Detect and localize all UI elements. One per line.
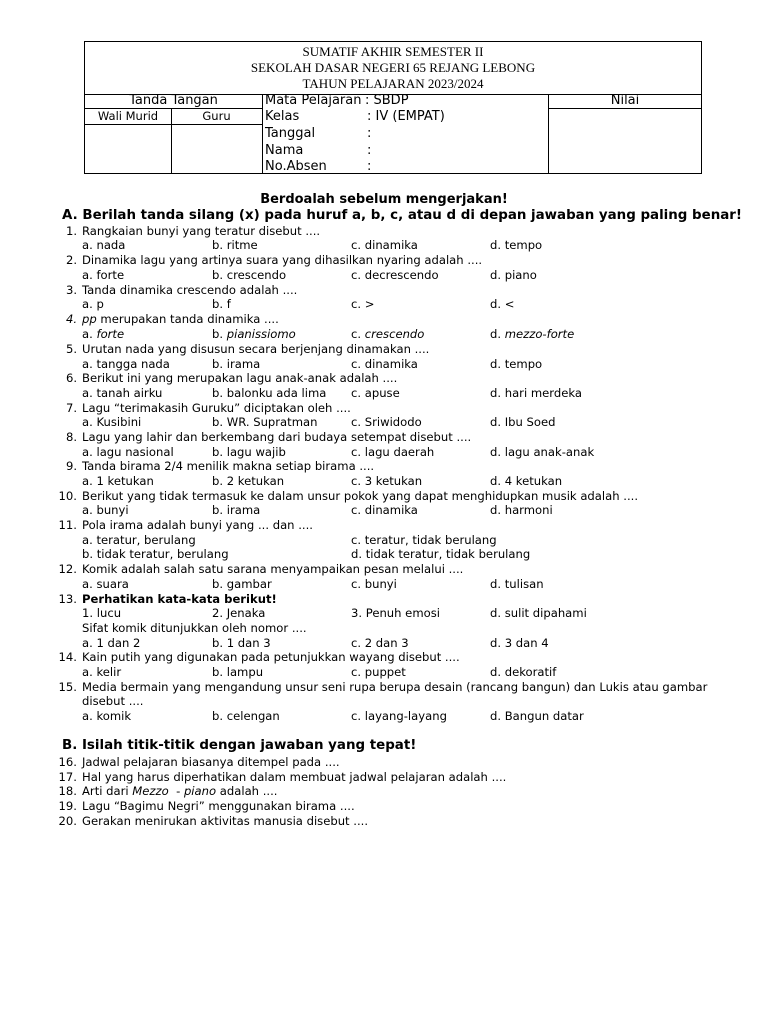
question-text: Berikut yang tidak termasuk ke dalam unsur pokok yang dapat menghidupkan musik adalah ....: [82, 489, 639, 503]
question-text: Pola irama adalah bunyi yang ... dan ....: [82, 518, 313, 532]
option-c[interactable]: c. teratur, tidak berulang: [351, 533, 497, 547]
option-a[interactable]: a. tangga nada: [82, 357, 170, 371]
question-number: 6.: [65, 371, 77, 385]
question-number: 5.: [65, 342, 77, 356]
question-row: [0, 592, 768, 607]
question-text-rest: merupakan tanda dinamika ....: [96, 312, 279, 326]
question-text: disebut ....: [82, 694, 144, 708]
question-row: [0, 694, 768, 709]
question-text: Urutan nada yang disusun secara berjenjang dinamakan ....: [82, 342, 430, 356]
essay-row: [0, 814, 768, 829]
option-d[interactable]: d. <: [490, 297, 515, 311]
option-c[interactable]: c. >: [351, 297, 375, 311]
field-label: Nama: [265, 143, 304, 158]
school-name: SEKOLAH DASAR NEGERI 65 REJANG LEBONG: [250, 60, 536, 75]
option-row: [0, 577, 768, 592]
section-b-heading: B. Isilah titik-titik dengan jawaban yang tepat!: [62, 738, 417, 753]
option-b[interactable]: b. irama: [212, 357, 261, 371]
grade-label: Nilai: [610, 93, 640, 108]
dynamic-symbol: pp: [82, 312, 97, 326]
field-label: No.Absen: [265, 159, 327, 174]
option-a[interactable]: a. Kusibini: [82, 415, 142, 429]
essay-row: [0, 755, 768, 770]
option-letter: d.: [490, 327, 505, 341]
option-row: [0, 533, 768, 548]
option-letter: a.: [82, 327, 97, 341]
question-row: [0, 253, 768, 268]
field-value: : IV (EMPAT): [367, 109, 445, 124]
question-number: 20.: [58, 814, 77, 828]
signature-label: Tanda Tangan: [129, 93, 218, 108]
question-text: Lagu “Bagimu Negri” menggunakan birama ....: [82, 799, 355, 813]
divider: [262, 94, 263, 173]
option-d[interactable]: d. tempo: [490, 238, 543, 252]
option-d[interactable]: d. lagu anak-anak: [490, 445, 595, 459]
option-b[interactable]: b. lagu wajib: [212, 445, 286, 459]
option-c[interactable]: c. apuse: [351, 386, 400, 400]
term-piano: piano: [183, 784, 217, 798]
header-titles: [85, 42, 701, 95]
option-b[interactable]: b. ritme: [212, 238, 258, 252]
divider: [548, 108, 702, 109]
option-a[interactable]: a. 1 dan 2: [82, 636, 141, 650]
field-label: Mata Pelajaran: [265, 93, 362, 108]
option-d[interactable]: d. Bangun datar: [490, 709, 584, 723]
question-number: 8.: [65, 430, 77, 444]
term-mezzo: Mezzo: [132, 784, 169, 798]
question-text: Lagu “terimakasih Guruku” diciptakan oleh ....: [82, 401, 351, 415]
text-part: Arti dari: [82, 784, 133, 798]
field-value: :: [367, 143, 372, 158]
option-d[interactable]: d. 4 ketukan: [490, 474, 563, 488]
option-row: [0, 474, 768, 489]
question-text: Perhatikan kata-kata berikut!: [82, 592, 277, 606]
option-c[interactable]: [351, 327, 424, 342]
option-a[interactable]: a. bunyi: [82, 503, 129, 517]
question-number: 9.: [65, 459, 77, 473]
option-d[interactable]: d. harmoni: [490, 503, 553, 517]
question-number: 18.: [58, 784, 77, 798]
option-a[interactable]: a. suara: [82, 577, 129, 591]
option-b[interactable]: b. WR. Supratman: [212, 415, 318, 429]
option-b[interactable]: b. gambar: [212, 577, 272, 591]
word-list-row: [0, 606, 768, 621]
option-a[interactable]: a. tanah airku: [82, 386, 163, 400]
question-number: 17.: [58, 770, 77, 784]
field-label: Tanggal: [265, 126, 316, 141]
question-row: [0, 650, 768, 665]
option-d[interactable]: d. tulisan: [490, 577, 544, 591]
option-d[interactable]: d. tempo: [490, 357, 543, 371]
option-b[interactable]: b. celengan: [212, 709, 280, 723]
question-number: 7.: [65, 401, 77, 415]
option-row: [0, 547, 768, 562]
option-c[interactable]: c. bunyi: [351, 577, 397, 591]
option-a[interactable]: [82, 327, 124, 342]
question-text: Dinamika lagu yang artinya suara yang dihasilkan nyaring adalah ....: [82, 253, 483, 267]
option-row: [0, 665, 768, 680]
word-item: 2. Jenaka: [212, 606, 266, 620]
academic-year: TAHUN PELAJARAN 2023/2024: [302, 76, 484, 91]
option-a[interactable]: a. lagu nasional: [82, 445, 174, 459]
question-row: [0, 283, 768, 298]
option-b[interactable]: b. lampu: [212, 665, 264, 679]
option-row: [0, 327, 768, 342]
option-c[interactable]: c. puppet: [351, 665, 406, 679]
question-number: 11.: [58, 518, 77, 532]
question-row: [0, 430, 768, 445]
option-row: [0, 238, 768, 253]
option-c[interactable]: c. dinamika: [351, 238, 418, 252]
word-item: 1. lucu: [82, 606, 122, 620]
option-a[interactable]: a. nada: [82, 238, 126, 252]
question-row: [0, 371, 768, 386]
option-b[interactable]: b. crescendo: [212, 268, 287, 282]
question-text: Media bermain yang mengandung unsur seni rupa berupa desain (rancang bangun) dan Lukis atau gambar: [82, 680, 708, 694]
word-item: 3. Penuh emosi: [351, 606, 440, 620]
option-a[interactable]: a. 1 ketukan: [82, 474, 154, 488]
option-a[interactable]: a. komik: [82, 709, 132, 723]
option-row: [0, 415, 768, 430]
question-text: Tanda birama 2/4 menilik makna setiap birama ....: [82, 459, 375, 473]
option-c[interactable]: c. layang-layang: [351, 709, 447, 723]
question-number: 10.: [58, 489, 77, 503]
option-row: [0, 445, 768, 460]
essay-row: [0, 799, 768, 814]
question-number: 1.: [65, 224, 77, 238]
exam-title: SUMATIF AKHIR SEMESTER II: [302, 44, 484, 59]
option-row: [0, 503, 768, 518]
option-letter: b.: [212, 327, 227, 341]
option-text: forte: [96, 327, 125, 341]
text-part: adalah ....: [216, 784, 278, 798]
option-letter: c.: [351, 327, 365, 341]
field-value: :: [367, 159, 372, 174]
option-a[interactable]: a. teratur, berulang: [82, 533, 196, 547]
option-d[interactable]: d. 3 dan 4: [490, 636, 549, 650]
question-text: [82, 312, 279, 327]
divider: [85, 124, 262, 125]
teacher-signature-label: Guru: [202, 109, 231, 123]
question-row: [0, 312, 768, 327]
option-c[interactable]: c. 3 ketukan: [351, 474, 423, 488]
essay-row: [0, 784, 768, 799]
field-label: Kelas: [265, 109, 300, 124]
essay-row: [0, 770, 768, 785]
question-text: Kain putih yang digunakan pada petunjukkan wayang disebut ....: [82, 650, 460, 664]
option-b[interactable]: [212, 327, 296, 342]
field-value: : SBDP: [365, 93, 409, 108]
option-a[interactable]: a. forte: [82, 268, 125, 282]
question-text: Jadwal pelajaran biasanya ditempel pada ....: [82, 755, 340, 769]
option-d[interactable]: d. tidak teratur, tidak berulang: [351, 547, 531, 561]
option-d[interactable]: d. piano: [490, 268, 537, 282]
question-text: Tanda dinamika crescendo adalah ....: [82, 283, 298, 297]
option-b[interactable]: b. f: [212, 297, 231, 311]
header-table: [84, 41, 702, 174]
question-text: Gerakan menirukan aktivitas manusia disebut ....: [82, 814, 369, 828]
question-text: Rangkaian bunyi yang teratur disebut ....: [82, 224, 321, 238]
option-a[interactable]: a. p: [82, 297, 104, 311]
parent-signature-label: Wali Murid: [97, 109, 159, 123]
question-text: [82, 784, 277, 799]
option-a[interactable]: a. kelir: [82, 665, 122, 679]
question-row: [0, 342, 768, 357]
option-text: mezzo-forte: [504, 327, 575, 341]
section-a-heading: A. Berilah tanda silang (x) pada huruf a, b, c, atau d di depan jawaban yang paling benar!: [62, 208, 742, 223]
question-number: 2.: [65, 253, 77, 267]
option-c[interactable]: c. Sriwidodo: [351, 415, 422, 429]
question-number: 4.: [65, 312, 77, 326]
option-row: [0, 386, 768, 401]
option-b[interactable]: b. balonku ada lima: [212, 386, 327, 400]
option-c[interactable]: c. dinamika: [351, 357, 418, 371]
question-row: [0, 621, 768, 636]
option-c[interactable]: c. lagu daerah: [351, 445, 435, 459]
option-d[interactable]: [490, 327, 574, 342]
field-value: :: [367, 126, 372, 141]
question-number: 3.: [65, 283, 77, 297]
question-row: [0, 489, 768, 504]
option-d[interactable]: d. hari merdeka: [490, 386, 582, 400]
question-number: 15.: [58, 680, 77, 694]
question-row: [0, 680, 768, 695]
option-b[interactable]: b. 2 ketukan: [212, 474, 285, 488]
question-row: [0, 518, 768, 533]
question-row: [0, 401, 768, 416]
question-text: Sifat komik ditunjukkan oleh nomor ....: [82, 621, 307, 635]
question-row: [0, 562, 768, 577]
question-number: 14.: [58, 650, 77, 664]
option-row: [0, 297, 768, 312]
question-number: 12.: [58, 562, 77, 576]
question-number: 16.: [58, 755, 77, 769]
option-text: crescendo: [364, 327, 425, 341]
question-text: Komik adalah salah satu sarana menyampaikan pesan melalui ....: [82, 562, 464, 576]
question-row: [0, 224, 768, 239]
option-d[interactable]: d. Ibu Soed: [490, 415, 556, 429]
text-part: -: [168, 784, 184, 798]
greeting: Berdoalah sebelum mengerjakan!: [260, 192, 508, 207]
option-row: [0, 709, 768, 724]
question-text: Berikut ini yang merupakan lagu anak-anak adalah ....: [82, 371, 398, 385]
option-d[interactable]: d. dekoratif: [490, 665, 557, 679]
question-number: 13.: [58, 592, 77, 606]
option-c[interactable]: c. dinamika: [351, 503, 418, 517]
question-number: 19.: [58, 799, 77, 813]
option-b[interactable]: b. 1 dan 3: [212, 636, 271, 650]
question-row: [0, 459, 768, 474]
option-c[interactable]: c. decrescendo: [351, 268, 439, 282]
option-row: [0, 268, 768, 283]
option-row: [0, 636, 768, 651]
option-text: pianissiomo: [226, 327, 296, 341]
question-text: Hal yang harus diperhatikan dalam membuat jadwal pelajaran adalah ....: [82, 770, 507, 784]
option-b[interactable]: b. irama: [212, 503, 261, 517]
word-item: d. sulit dipahami: [490, 606, 587, 620]
option-c[interactable]: c. 2 dan 3: [351, 636, 409, 650]
question-text: Lagu yang lahir dan berkembang dari budaya setempat disebut ....: [82, 430, 472, 444]
option-b[interactable]: b. tidak teratur, berulang: [82, 547, 229, 561]
option-row: [0, 357, 768, 372]
